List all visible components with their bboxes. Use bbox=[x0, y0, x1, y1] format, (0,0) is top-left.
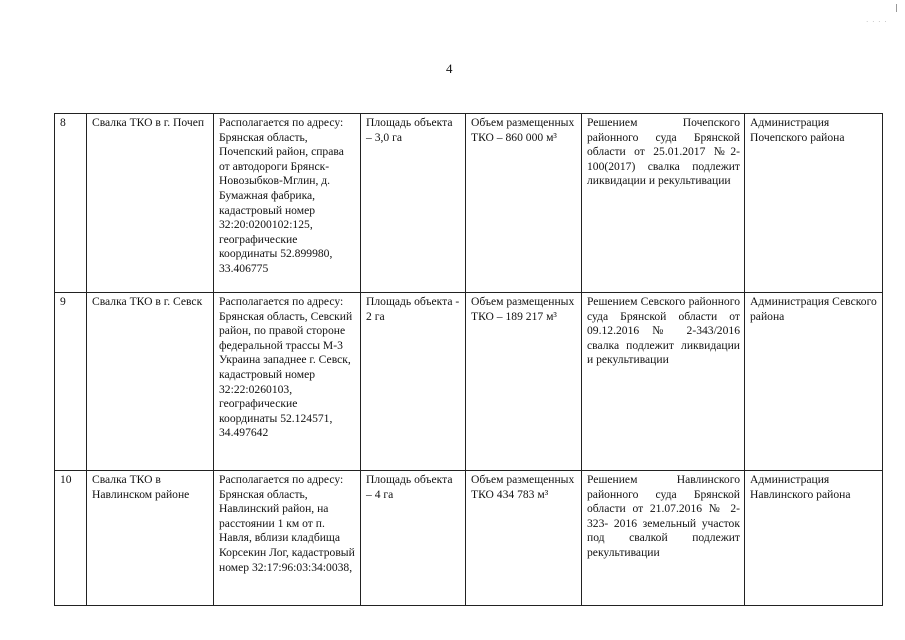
landfill-volume: Объем размещенных ТКО 434 783 м³ bbox=[466, 471, 582, 606]
landfill-name: Свалка ТКО в Навлинском районе bbox=[87, 471, 214, 606]
landfill-name: Свалка ТКО в г. Севск bbox=[87, 293, 214, 471]
table-row bbox=[55, 293, 883, 471]
page-number: 4 bbox=[446, 61, 453, 76]
landfill-registry-table bbox=[54, 113, 883, 606]
landfill-address: Располагается по адресу: Брянская область, Навлинский район, на расстоянии 1 км от п. Навля, вблизи кладбища Корсекин Лог, кадастровый номер 32:17:96:03:34:0038, bbox=[214, 471, 361, 606]
row-number: 10 bbox=[55, 471, 87, 606]
responsible-administration: Администрация Навлинского района bbox=[745, 471, 883, 606]
responsible-administration: Администрация Севского района bbox=[745, 293, 883, 471]
landfill-area: Площадь объекта – 3,0 га bbox=[361, 114, 466, 293]
corner-dots: · · · · bbox=[866, 18, 888, 26]
court-decision: Решением Почепского районного суда Брянской области от 25.01.2017 №2-100(2017) свалка подлежит ликвидации и рекультивации bbox=[582, 114, 745, 293]
row-number: 9 bbox=[55, 293, 87, 471]
landfill-area: Площадь объекта – 4 га bbox=[361, 471, 466, 606]
court-decision: Решением Навлинского районного суда Брянской области от 21.07.2016 № 2-323- 2016 земельный участок под свалкой подлежит рекультивации bbox=[582, 471, 745, 606]
table-row bbox=[55, 471, 883, 606]
corner-scan-mark bbox=[896, 4, 897, 12]
table-row bbox=[55, 114, 883, 293]
landfill-area: Площадь объекта - 2 га bbox=[361, 293, 466, 471]
landfill-volume: Объем размещенных ТКО – 860 000 м³ bbox=[466, 114, 582, 293]
landfill-address: Располагается по адресу: Брянская область, Севский район, по правой стороне федеральной трассы М-3 Украина западнее г. Севск, кадастровый номер 32:22:0260103, географические координаты 52.124571, 34.497642 bbox=[214, 293, 361, 471]
court-decision: Решением Севского районного суда Брянской области от 09.12.2016 № 2-343/2016 свалка подлежит ликвидации и рекультивации bbox=[582, 293, 745, 471]
landfill-address: Располагается по адресу: Брянская область, Почепский район, справа от автодороги Брянск-Новозыбков-Мглин, д. Бумажная фабрика, кадастровый номер 32:20:0200102:125, географические координаты 52.899980, 33.406775 bbox=[214, 114, 361, 293]
responsible-administration: Администрация Почепского района bbox=[745, 114, 883, 293]
landfill-name: Свалка ТКО в г. Почеп bbox=[87, 114, 214, 293]
landfill-volume: Объем размещенных ТКО – 189 217 м³ bbox=[466, 293, 582, 471]
row-number: 8 bbox=[55, 114, 87, 293]
